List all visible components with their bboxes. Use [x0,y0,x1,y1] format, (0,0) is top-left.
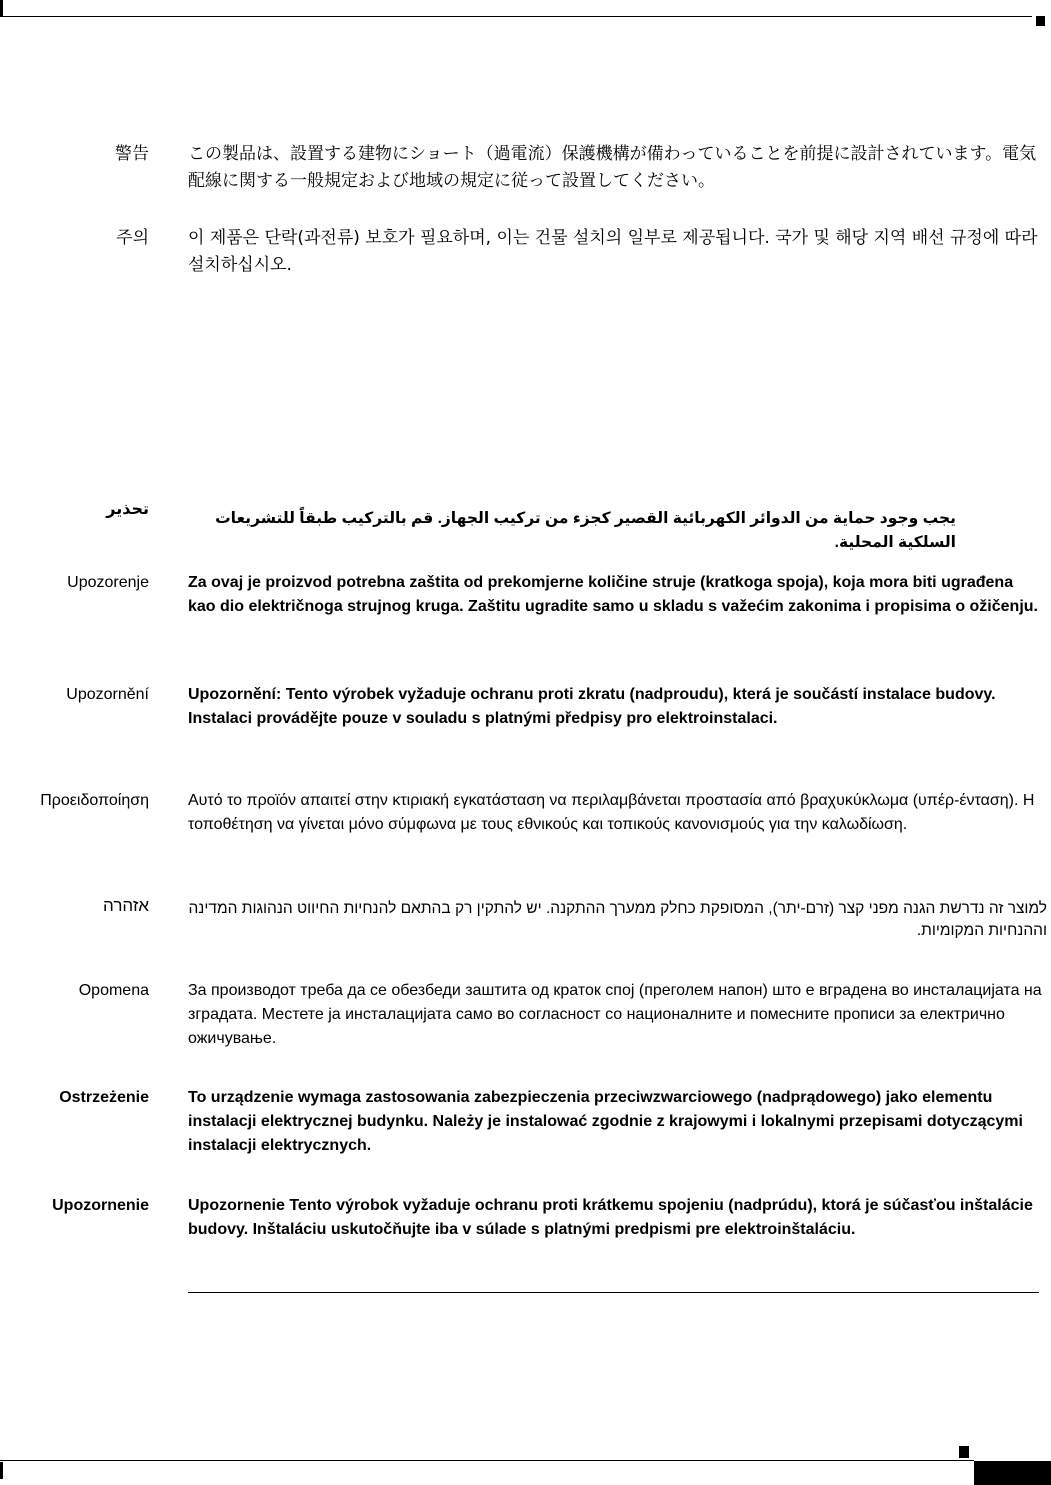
warning-label: Προειδοποίηση [40,792,149,809]
bottom-marker [959,1446,969,1458]
warning-text: Za ovaj je proizvod potrebna zaštita od prekomjerne količine struje (kratkoga spoja), koja mora biti ugrađena kao dio električnoga strujnog kruga. Zaštitu ugradite samo u skladu s važećim zakonima i propisima o ožičenju. [188,574,1038,615]
warning-label: 警告 [115,144,149,164]
warning-text: この製品は、設置する建物にショート（過電流）保護機構が備わっていることを前提に設計されています。電気配線に関する一般規定および地域の規定に従って設置してください。 [188,144,1037,191]
warning-label: Ostrzeżenie [59,1089,149,1106]
warning-text: Αυτό το προϊόν απαιτεί στην κτιριακή εγκατάσταση να περιλαμβάνεται προστασία από βραχυκύκλωμα (υπέρ-ένταση). Η τοποθέτηση να γίνεται μόνο σύμφωνα με τους εθνικούς και τοπικούς κανονισμούς για την καλωδίωση. [188,792,1035,833]
top-left-tick [0,0,3,17]
warning-label: אזהרה [103,896,149,915]
warning-text: 이 제품은 단락(과전류) 보호가 필요하며, 이는 건물 설치의 일부로 제공됩니다. 국가 및 해당 지역 배선 규정에 따라 설치하십시오. [188,228,1038,275]
top-rule [0,16,1032,17]
warning-label: Upozornenie [52,1197,149,1214]
warning-label: Upozorenje [67,574,149,591]
warning-label: Upozornění [66,686,149,703]
section-divider [188,1292,1039,1293]
warning-text: Upozornenie Tento výrobok vyžaduje ochranu proti krátkemu spojeniu (nadprúdu), ktorá je súčasťou inštalácie budovy. Inštaláciu uskutočňujte iba v súlade s platnými predpismi pre elektroinštaláciu. [188,1197,1033,1238]
warning-text: למוצר זה נדרשת הגנה מפני קצר (זרם-יתר), המסופקת כחלק ממערך ההתקנה. יש להתקין רק בהתאם להנחיות החיווט הנהוגות המדינה וההנחיות המקומיות. [188,900,1047,939]
top-right-marker [1036,16,1045,26]
bottom-left-tick [0,1462,3,1479]
warning-label: 주의 [116,228,149,248]
warning-text: За производот треба да се обезбеди заштита од краток спој (преголем напон) што е вградена во инсталацијата на зградата. Местете ја инсталацијата само во согласност со националните и помесните прописи за електрично ожичување. [188,982,1042,1047]
warning-label: تحذير [106,501,149,518]
warning-label: Opomena [78,982,149,999]
warning-text: يجب وجود حماية من الدوائر الكهربائية القصير كجزء من تركيب الجهاز. قم بالتركيب طبقاً للتشريعات السلكية المحلية. [215,510,956,551]
bottom-rule [0,1460,974,1461]
warning-text: To urządzenie wymaga zastosowania zabezpieczenia przeciwzwarciowego (nadprądowego) jako elementu instalacji elektrycznej budynku. Należy je instalować zgodnie z krajowymi i lokalnymi przepisami dotyczącymi instalacji elektrycznych. [188,1089,1023,1154]
warning-text: Upozornění: Tento výrobek vyžaduje ochranu proti zkratu (nadproudu), která je součástí instalace budovy. Instalaci provádějte pouze v souladu s platnými předpisy pro elektroinstalaci. [188,686,996,727]
page-number-tab [974,1461,1051,1485]
